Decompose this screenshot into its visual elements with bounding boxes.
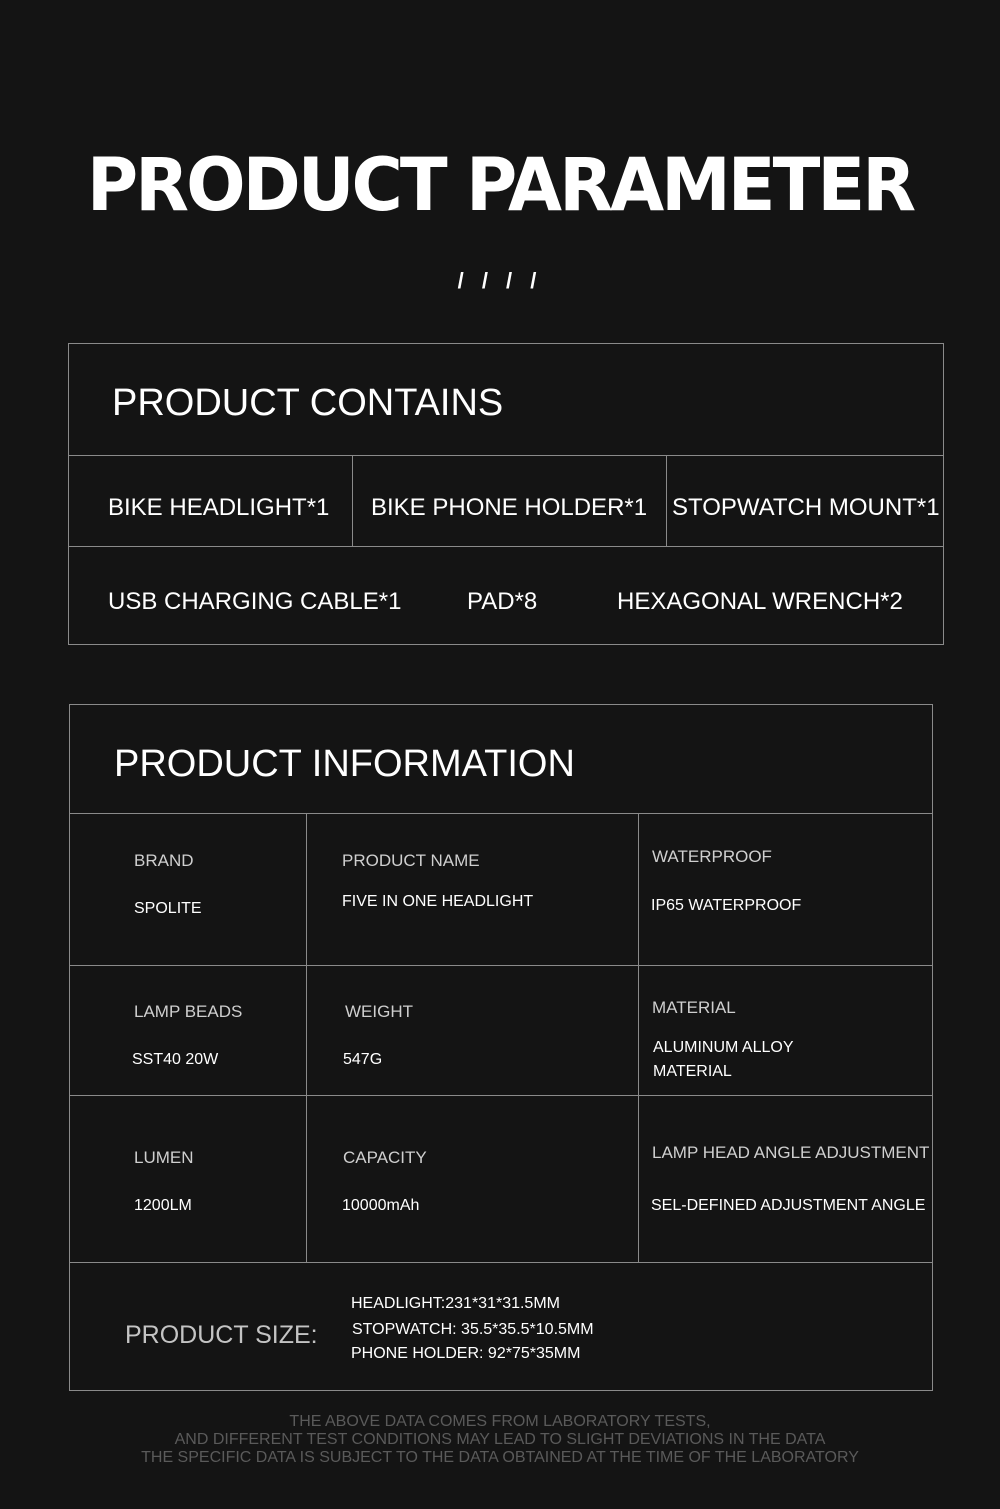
brand-label: BRAND	[134, 851, 194, 870]
divider	[69, 546, 943, 547]
angle-adjustment-label: LAMP HEAD ANGLE ADJUSTMENT	[652, 1143, 930, 1162]
page-title: PRODUCT PARAMETER	[86, 141, 914, 229]
product-information-panel	[69, 704, 933, 1391]
brand-value: SPOLITE	[134, 900, 202, 917]
divider	[666, 455, 667, 546]
product-information-title: PRODUCT INFORMATION	[114, 743, 575, 785]
divider	[352, 455, 353, 546]
divider	[70, 1095, 932, 1096]
divider	[306, 813, 307, 1262]
disclaimer-line: THE SPECIFIC DATA IS SUBJECT TO THE DATA OBTAINED AT THE TIME OF THE LABORATORY	[141, 1449, 859, 1466]
lamp-beads-value: SST40 20W	[132, 1051, 219, 1068]
lumen-value: 1200LM	[134, 1197, 192, 1214]
capacity-label: CAPACITY	[343, 1148, 427, 1167]
contains-item-hex-wrench: HEXAGONAL WRENCH*2	[617, 588, 903, 615]
contains-item-stopwatch-mount: STOPWATCH MOUNT*1	[672, 494, 940, 521]
decorative-slashes: / / / /	[457, 268, 543, 293]
divider	[69, 455, 943, 456]
divider	[638, 813, 639, 1262]
contains-item-bike-phone-holder: BIKE PHONE HOLDER*1	[371, 494, 648, 521]
weight-value: 547G	[343, 1051, 383, 1068]
waterproof-label: WATERPROOF	[652, 847, 772, 866]
material-label: MATERIAL	[652, 998, 736, 1017]
divider	[70, 1262, 932, 1263]
contains-item-usb-cable: USB CHARGING CABLE*1	[108, 588, 402, 615]
disclaimer	[0, 1413, 1000, 1467]
product-size-label: PRODUCT SIZE:	[125, 1321, 318, 1349]
size-phone-holder: PHONE HOLDER: 92*75*35MM	[351, 1345, 581, 1362]
contains-item-pad: PAD*8	[467, 588, 538, 615]
divider	[70, 813, 932, 814]
size-stopwatch: STOPWATCH: 35.5*35.5*10.5MM	[352, 1321, 594, 1338]
disclaimer-line: THE ABOVE DATA COMES FROM LABORATORY TESTS,	[289, 1413, 711, 1430]
divider	[70, 965, 932, 966]
weight-label: WEIGHT	[345, 1002, 413, 1021]
capacity-value: 10000mAh	[342, 1197, 420, 1214]
contains-item-bike-headlight: BIKE HEADLIGHT*1	[108, 494, 330, 521]
size-headlight: HEADLIGHT:231*31*31.5MM	[351, 1295, 560, 1312]
product-name-value: FIVE IN ONE HEADLIGHT	[342, 893, 534, 910]
angle-adjustment-value: SEL-DEFINED ADJUSTMENT ANGLE	[651, 1197, 926, 1214]
product-contains-title: PRODUCT CONTAINS	[112, 382, 504, 424]
material-value: ALUMINUM ALLOY	[653, 1039, 794, 1056]
lumen-label: LUMEN	[134, 1148, 194, 1167]
waterproof-value: IP65 WATERPROOF	[651, 897, 802, 914]
lamp-beads-label: LAMP BEADS	[134, 1002, 243, 1021]
product-contains-panel	[68, 343, 944, 645]
disclaimer-line: AND DIFFERENT TEST CONDITIONS MAY LEAD TO SLIGHT DEVIATIONS IN THE DATA	[174, 1431, 826, 1448]
material-value-line2: MATERIAL	[653, 1063, 732, 1080]
product-name-label: PRODUCT NAME	[342, 851, 480, 870]
